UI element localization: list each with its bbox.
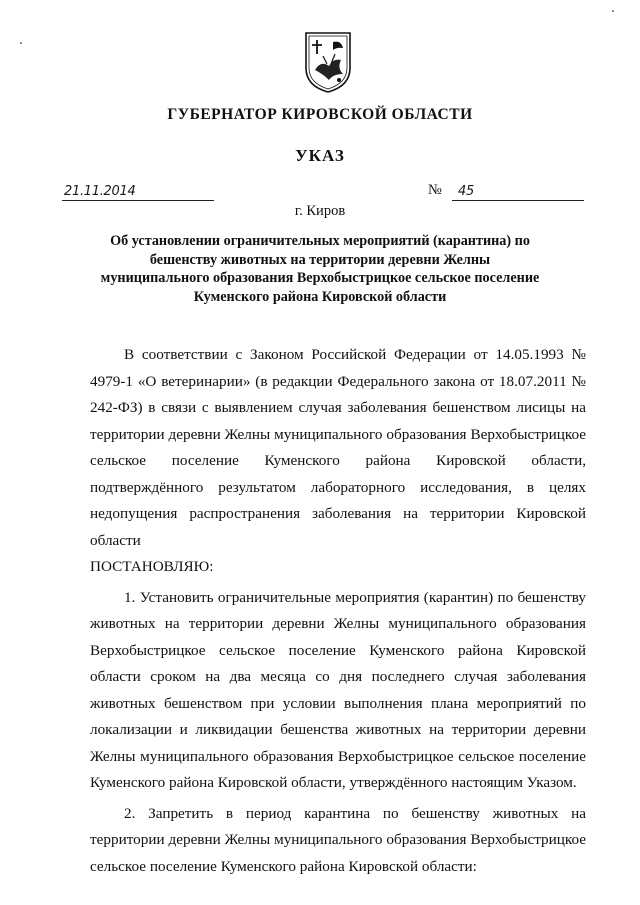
decree-item-2: 2. Запретить в период карантина по бешенству животных на территории деревни Желны муниципального образования Верхобыстрицкое сельское поселение Куменского района Кировской области: bbox=[90, 804, 586, 875]
decree-title: УКАЗ bbox=[295, 146, 345, 165]
preamble-paragraph: В соответствии с Законом Российской Федерации от 14.05.1993 № 4979-1 «О ветеринарии» (в редакции Федерального закона от 18.07.2011 № 242-ФЗ) в связи с выявлением случая заболевания бешенством лисицы на территории деревни Желны муниципального образования Верхобыстрицкое сельское поселение Куменского района Кировской области, подтверждённого результатом лабораторного исследования, в целях недопущения распространения заболевания на территории Кировской области bbox=[90, 346, 586, 549]
coat-of-arms-emblem bbox=[303, 30, 353, 94]
decree-item-1: 1. Установить ограничительные мероприятия (карантин) по бешенству животных на территории деревни Желны муниципального образования Верхобыстрицкое сельское поселение Куменского района Кировской области сроком на два месяца со дня последнего случая заболевания животных бешенством при условии выполнения плана мероприятий по локализации и ликвидации бешенства животных на территории деревни Желны муниципального образования Верхобыстрицкое сельское поселение Куменского района Кировской области, утверждённого настоящим Указом. bbox=[90, 588, 586, 791]
number-field bbox=[452, 182, 584, 201]
decree-subject: Об установлении ограничительных мероприятий (карантина) по бешенству животных на территории деревни Желны муниципального образования Верхобыстрицкое сельское поселение Куменского района Кировской области bbox=[100, 233, 540, 305]
scan-speck bbox=[20, 42, 22, 44]
number-label: № bbox=[428, 182, 442, 198]
handwritten-date: 21.11.2014 bbox=[64, 184, 136, 199]
decree-word: ПОСТАНОВЛЯЮ: bbox=[90, 558, 214, 575]
handwritten-number: 45 bbox=[458, 184, 474, 199]
governor-title: ГУБЕРНАТОР КИРОВСКОЙ ОБЛАСТИ bbox=[167, 106, 473, 123]
city-line: г. Киров bbox=[294, 203, 346, 219]
scan-speck bbox=[612, 10, 614, 12]
date-field bbox=[62, 182, 214, 201]
document-body bbox=[90, 342, 586, 880]
